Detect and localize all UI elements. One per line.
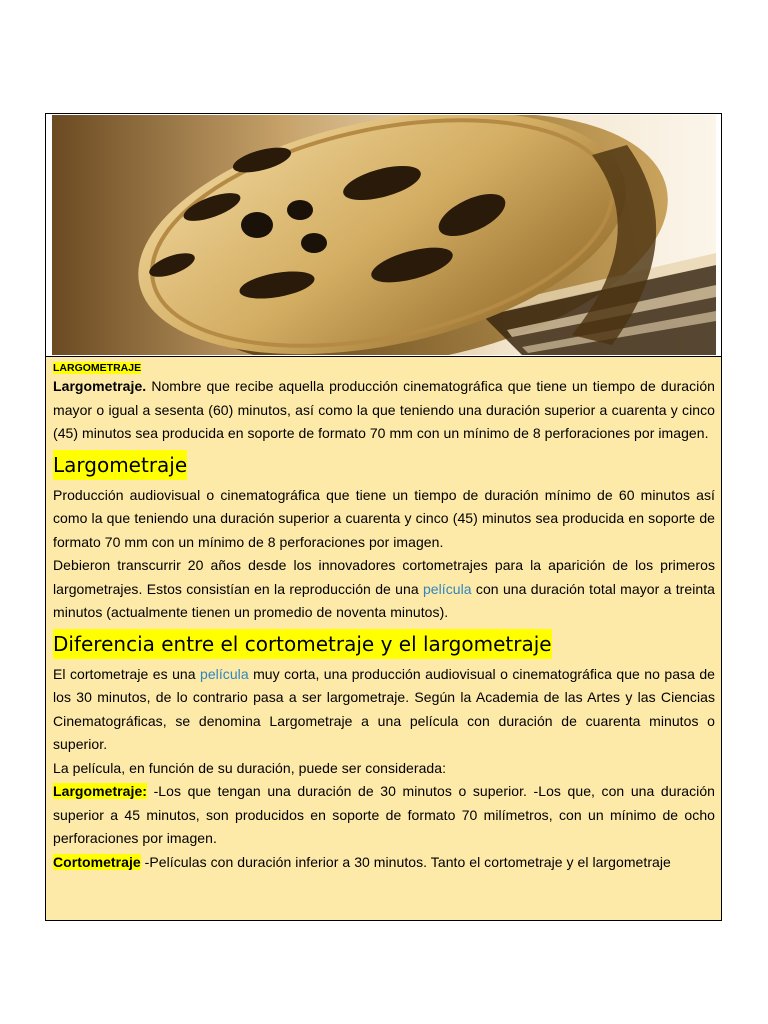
heading-largometraje: Largometraje [53, 450, 187, 480]
small-heading-text: LARGOMETRAJE [53, 362, 142, 374]
paragraph-7-text: -Películas con duración inferior a 30 minutos. Tanto el cortometraje y el largometraje [140, 853, 671, 870]
pelicula-link[interactable]: película [422, 580, 472, 597]
film-reel-image [52, 115, 716, 355]
pelicula-link-2[interactable]: película [200, 665, 249, 682]
paragraph-1-lead: Largometraje. [53, 378, 147, 394]
paragraph-3 [53, 554, 715, 625]
paragraph-1 [53, 375, 715, 446]
image-cell [46, 114, 721, 357]
paragraph-6-text: -Los que tengan una duración de 30 minutos o superior. -Los que, con una duración superior a 45 minutos, son producidos en soporte de formato 70 milímetros, con un mínimo de ocho perforaciones por imagen. [53, 783, 715, 846]
paragraph-6-lead: Largometraje: [53, 783, 148, 799]
paragraph-7-lead: Cortometraje [53, 853, 141, 870]
paragraph-3-text-b: con una duración total mayor a treinta minutos (actualmente tienen un promedio de noventa minutos). [53, 580, 715, 620]
paragraph-7 [53, 851, 715, 875]
paragraph-4-text-a: El cortometraje es una [53, 665, 200, 682]
paragraph-1-text: Nombre que recibe aquella producción cinematográfica que tiene un tiempo de duración mayor o igual a sesenta (60) minutos, así como la que teniendo una duración superior a cuarenta y cinco (45) minutos sea producida en soporte de formato 70 mm con un mínimo de 8 perforaciones por imagen. [53, 378, 715, 441]
text-cell [46, 357, 721, 920]
document-table [45, 113, 722, 921]
paragraph-3-text-a: Debieron transcurrir 20 años desde los innovadores cortometrajes para la aparición de los primeros largometrajes. Estos consistían en la reproducción de una [53, 557, 715, 597]
paragraph-5: La película, en función de su duración, puede ser considerada: [53, 759, 447, 776]
paragraph-2: Producción audiovisual o cinematográfica que tiene un tiempo de duración mínimo de 60 minutos así como la que teniendo una duración superior a cuarenta y cinco (45) minutos sea producida en soporte de formato 70 mm con un mínimo de 8 perforaciones por imagen. [53, 486, 715, 550]
heading-diferencia: Diferencia entre el cortometraje y el largometraje [53, 629, 552, 659]
paragraph-4-text-b: muy corta, una producción audiovisual o cinematográfica que no pasa de los 30 minutos, de lo contrario pasa a ser largometraje. Según la Academia de las Artes y las Ciencias Cinematográficas, se denomina Largometraje a una película con duración de cuarenta minutos o superior. [53, 665, 716, 752]
small-heading [53, 362, 715, 375]
paragraph-6 [53, 780, 715, 851]
paragraph-4 [53, 663, 715, 757]
